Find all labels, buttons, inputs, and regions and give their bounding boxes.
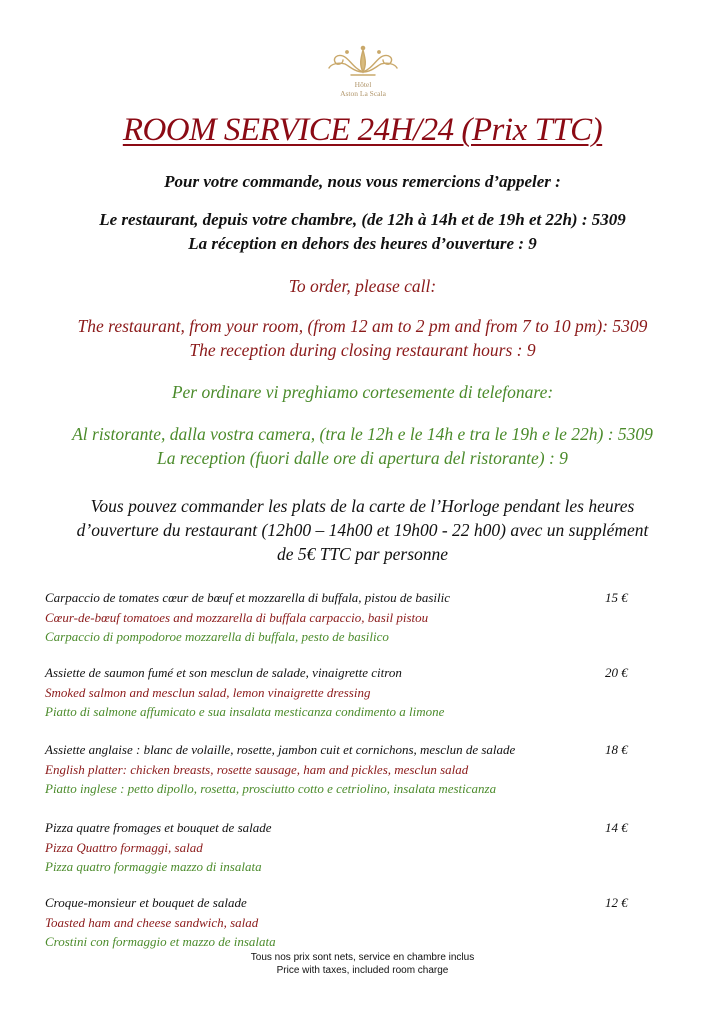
english-intro: To order, please call: — [288, 276, 437, 296]
english-reception-phone: The reception during closing restaurant hours : 9 — [189, 340, 536, 360]
footer-note — [0, 952, 725, 977]
menu-item — [45, 588, 645, 647]
french-restaurant-phone: Le restaurant, depuis votre chambre, (de 12h à 14h et de 19h et 22h) : 5309 — [99, 210, 626, 229]
dish-price: 12 € — [605, 895, 628, 910]
supplement-line-2: d’ouverture du restaurant (12h00 – 14h00 et 19h00 - 22 h00) avec un supplément — [76, 520, 649, 540]
hotel-logo — [318, 44, 408, 104]
dish-price: 18 € — [605, 742, 628, 757]
dish-name-en: Toasted ham and cheese sandwich, salad — [45, 914, 259, 930]
footer-line-en: Price with taxes, included room charge — [276, 964, 449, 976]
dish-name-it: Piatto inglese : petto dipollo, rosetta, prosciutto cotto e cetriolino, insalata mesticanza — [45, 781, 497, 796]
supplement-line-1: Vous pouvez commander les plats de la carte de l’Horloge pendant les heures — [90, 496, 635, 516]
logo-line-name: Aston La Scala — [340, 89, 386, 98]
dish-name-en: Smoked salmon and mesclun salad, lemon vinaigrette dressing — [45, 684, 371, 700]
menu-item — [45, 893, 645, 952]
dish-name-en: English platter: chicken breasts, rosette sausage, ham and pickles, mesclun salad — [45, 761, 469, 777]
italian-intro: Per ordinare vi preghiamo cortesemente di telefonare: — [171, 382, 554, 402]
dish-name-fr: Assiette de saumon fumé et son mesclun de salade, vinaigrette citron — [45, 665, 402, 680]
footer-line-fr: Tous nos prix sont nets, service en chambre inclus — [250, 952, 475, 963]
crown-icon — [323, 44, 403, 80]
dish-price: 20 € — [605, 665, 628, 680]
french-reception-phone: La réception en dehors des heures d’ouverture : 9 — [188, 234, 537, 253]
dish-price: 15 € — [605, 590, 628, 605]
menu-item — [45, 740, 645, 799]
dish-name-fr: Pizza quatre fromages et bouquet de salade — [45, 820, 272, 835]
page-title: ROOM SERVICE 24H/24 (Prix TTC) — [122, 112, 603, 148]
menu-item — [45, 663, 645, 722]
dish-name-it: Piatto di salmone affumicato e sua insalata mesticanza condimento a limone — [45, 704, 445, 719]
french-intro: Pour votre commande, nous vous remercions d’appeler : — [164, 172, 561, 191]
supplement-line-3: de 5€ TTC par personne — [276, 544, 449, 564]
dish-name-fr: Assiette anglaise : blanc de volaille, rosette, jambon cuit et cornichons, mesclun de salade — [45, 742, 516, 757]
dish-name-fr: Carpaccio de tomates cœur de bœuf et mozzarella di buffala, pistou de basilic — [45, 590, 451, 605]
menu-item — [45, 818, 645, 877]
english-restaurant-phone: The restaurant, from your room, (from 12 am to 2 pm and from 7 to 10 pm): 5309 — [77, 316, 648, 336]
dish-name-it: Carpaccio di pompodoroe mozzarella di buffala, pesto de basilico — [45, 629, 389, 644]
dish-name-it: Pizza quatro formaggie mazzo di insalata — [45, 859, 262, 874]
logo-line-hotel: Hôtel — [354, 80, 372, 89]
dish-name-it: Crostini con formaggio et mazzo de insalata — [45, 934, 276, 949]
italian-restaurant-phone: Al ristorante, dalla vostra camera, (tra le 12h e le 14h e tra le 19h e le 22h) : 5309 — [72, 424, 653, 444]
italian-reception-phone: La reception (fuori dalle ore di apertura del ristorante) : 9 — [157, 448, 568, 468]
dish-price: 14 € — [605, 820, 628, 835]
dish-name-en: Cœur-de-bœuf tomatoes and mozzarella di buffala carpaccio, basil pistou — [45, 609, 429, 625]
dish-name-en: Pizza Quattro formaggi, salad — [45, 839, 203, 855]
dish-name-fr: Croque-monsieur et bouquet de salade — [45, 895, 247, 910]
